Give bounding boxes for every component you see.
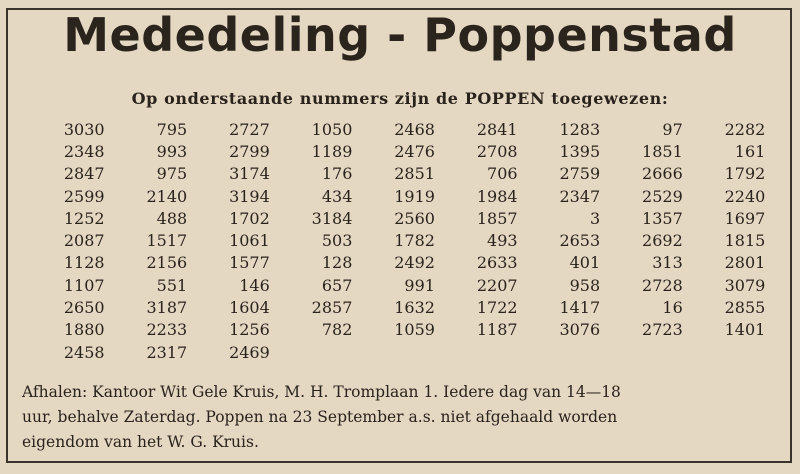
number-cell: 2692 xyxy=(642,231,683,251)
number-cell: 3 xyxy=(589,208,601,228)
number-cell: 1252 xyxy=(63,208,105,228)
number-cell: 2799 xyxy=(229,141,270,161)
number-cell: 551 xyxy=(156,275,188,295)
number-cell: 1128 xyxy=(63,253,105,273)
number-cell: 2851 xyxy=(394,164,435,184)
number-cell: 1697 xyxy=(724,208,766,228)
number-cell: 434 xyxy=(321,186,353,206)
number-cell: 3076 xyxy=(559,320,601,340)
number-cell: 128 xyxy=(321,253,353,273)
number-row xyxy=(22,229,766,251)
number-cell: 993 xyxy=(156,141,188,161)
number-cell: 958 xyxy=(569,275,601,295)
number-cell: 176 xyxy=(321,164,353,184)
number-cell: 503 xyxy=(321,231,353,251)
number-cell: 2468 xyxy=(394,119,435,139)
number-cell: 2633 xyxy=(476,253,518,273)
number-cell: 2458 xyxy=(63,342,105,362)
number-cell: 1632 xyxy=(394,298,435,318)
number-cell: 2599 xyxy=(63,186,105,206)
number-cell: 2857 xyxy=(311,298,353,318)
number-cell: 2855 xyxy=(724,298,766,318)
number-cell: 2233 xyxy=(146,320,188,340)
number-cell: 2801 xyxy=(724,253,766,273)
number-cell: 1604 xyxy=(229,298,270,318)
headline: Mededeling - Poppenstad xyxy=(63,8,737,62)
number-row xyxy=(22,163,766,185)
number-cell: 2087 xyxy=(63,231,105,251)
number-cell: 1919 xyxy=(394,186,435,206)
number-cell: 1059 xyxy=(394,320,435,340)
number-cell: 488 xyxy=(156,208,188,228)
number-cell: 2347 xyxy=(559,186,601,206)
number-cell: 2847 xyxy=(63,164,105,184)
number-cell: 3030 xyxy=(63,119,105,139)
number-cell: 657 xyxy=(321,275,353,295)
number-cell: 2529 xyxy=(642,186,683,206)
number-cell: 3187 xyxy=(146,298,188,318)
number-row xyxy=(22,252,766,274)
number-cell: 1061 xyxy=(229,231,270,251)
number-cell: 3194 xyxy=(229,186,270,206)
number-cell: 1256 xyxy=(229,320,270,340)
number-cell: 2140 xyxy=(146,186,188,206)
number-cell: 782 xyxy=(321,320,353,340)
number-cell: 146 xyxy=(239,275,270,295)
number-row xyxy=(22,296,766,318)
number-cell: 2156 xyxy=(146,253,188,273)
number-cell: 3079 xyxy=(724,275,766,295)
number-cell: 2476 xyxy=(394,141,435,161)
number-row xyxy=(22,319,766,341)
number-cell: 2348 xyxy=(63,141,105,161)
number-cell: 2708 xyxy=(476,141,518,161)
number-cell: 795 xyxy=(156,119,188,139)
number-cell: 2759 xyxy=(559,164,601,184)
number-cell: 2727 xyxy=(229,119,270,139)
number-cell: 313 xyxy=(652,253,683,273)
number-cell: 1702 xyxy=(229,208,270,228)
number-cell: 1107 xyxy=(63,275,105,295)
number-row xyxy=(22,140,766,162)
number-cell: 1417 xyxy=(559,298,601,318)
number-cell: 1782 xyxy=(394,231,435,251)
notice-line-1: Afhalen: Kantoor Wit Gele Kruis, M. H. Tromplaan 1. Iedere dag van 14—18 xyxy=(22,383,621,401)
number-table xyxy=(22,118,766,363)
number-cell: 1283 xyxy=(559,119,601,139)
number-cell: 1857 xyxy=(476,208,518,228)
number-cell: 1577 xyxy=(229,253,270,273)
number-cell: 97 xyxy=(662,119,683,139)
number-cell: 1395 xyxy=(559,141,601,161)
number-cell: 1189 xyxy=(311,141,353,161)
number-cell: 2492 xyxy=(394,253,435,273)
number-cell: 1792 xyxy=(724,164,766,184)
pickup-notice xyxy=(22,380,782,455)
number-cell: 2207 xyxy=(476,275,518,295)
number-cell: 1050 xyxy=(311,119,353,139)
notice-line-2: uur, behalve Zaterdag. Poppen na 23 September a.s. niet afgehaald worden xyxy=(22,408,618,426)
number-row xyxy=(22,207,766,229)
number-cell: 3184 xyxy=(311,208,353,228)
number-row xyxy=(22,118,766,140)
number-cell: 2653 xyxy=(559,231,601,251)
number-row xyxy=(22,185,766,207)
number-cell: 2650 xyxy=(63,298,105,318)
number-cell: 2841 xyxy=(476,119,518,139)
number-cell: 1815 xyxy=(724,231,766,251)
number-cell: 2728 xyxy=(642,275,683,295)
number-cell: 401 xyxy=(569,253,601,273)
number-cell: 2560 xyxy=(394,208,435,228)
number-cell: 2282 xyxy=(724,119,766,139)
number-cell: 2317 xyxy=(146,342,188,362)
number-cell: 1984 xyxy=(476,186,518,206)
number-cell: 493 xyxy=(487,231,518,251)
number-cell: 706 xyxy=(487,164,518,184)
number-cell: 1187 xyxy=(476,320,518,340)
number-row xyxy=(22,274,766,296)
number-row xyxy=(22,341,766,363)
notice-line-3: eigendom van het W. G. Kruis. xyxy=(22,433,259,451)
number-cell: 991 xyxy=(404,275,435,295)
number-cell: 2240 xyxy=(724,186,766,206)
number-cell: 2723 xyxy=(642,320,683,340)
number-cell: 1880 xyxy=(63,320,105,340)
number-cell: 161 xyxy=(734,141,766,161)
number-cell: 1401 xyxy=(724,320,766,340)
number-cell: 16 xyxy=(662,298,683,318)
number-cell: 1851 xyxy=(642,141,683,161)
number-cell: 1722 xyxy=(476,298,518,318)
subheadline: Op onderstaande nummers zijn de POPPEN toegewezen: xyxy=(131,89,669,108)
number-cell: 975 xyxy=(156,164,188,184)
number-cell: 3174 xyxy=(229,164,270,184)
number-cell: 2666 xyxy=(642,164,683,184)
number-cell: 2469 xyxy=(229,342,270,362)
number-cell: 1357 xyxy=(642,208,683,228)
number-cell: 1517 xyxy=(146,231,188,251)
